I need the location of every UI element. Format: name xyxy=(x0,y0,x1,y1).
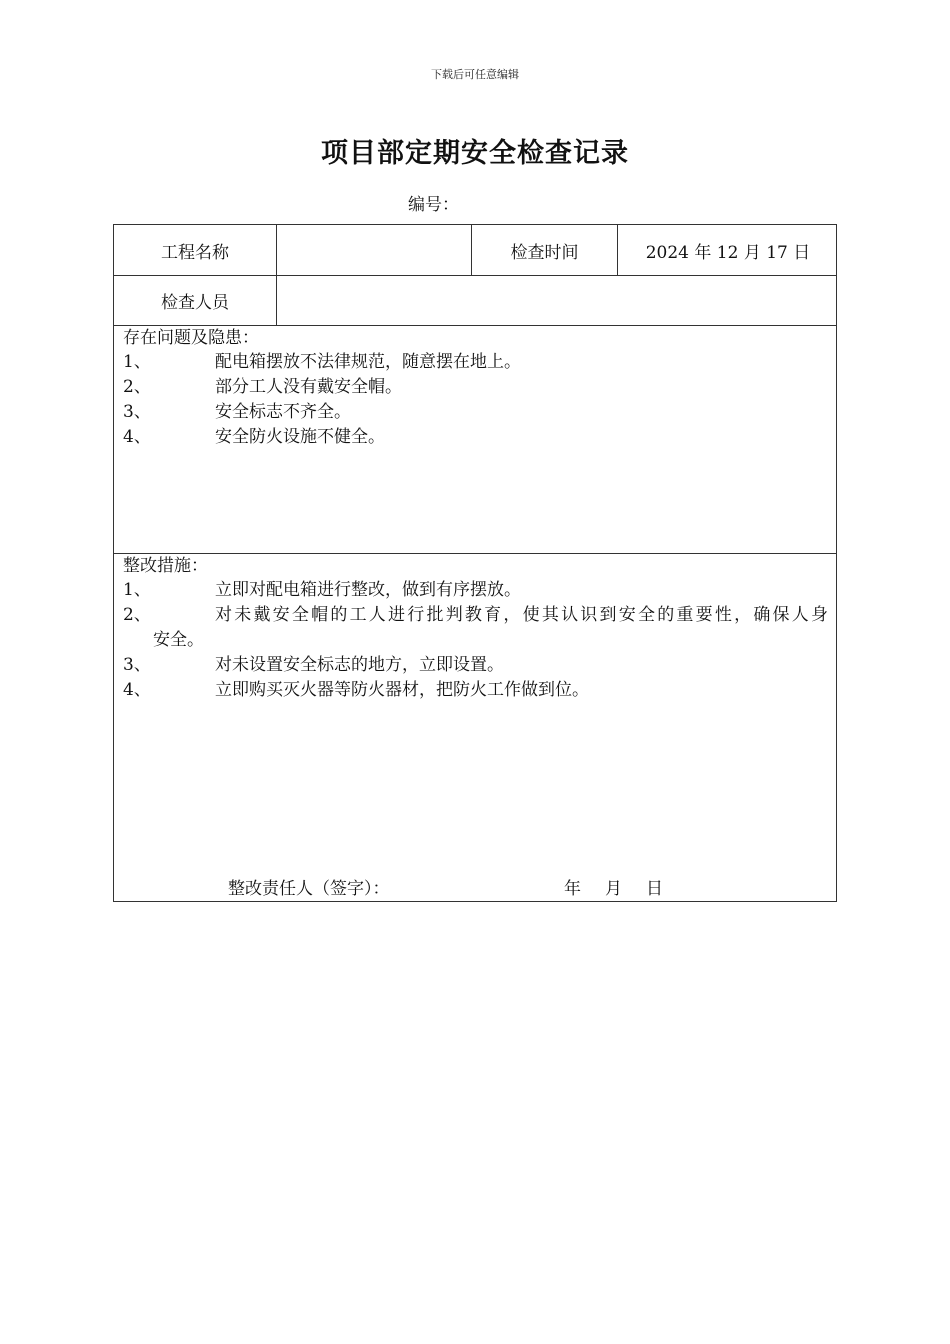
inspector-label: 检查人员 xyxy=(161,293,229,313)
date-year-label: 年 xyxy=(564,879,581,899)
item-text: 立即购买灭火器等防火器材，把防火工作做到位。 xyxy=(215,680,589,700)
list-item xyxy=(123,425,828,450)
item-text: 安全标志不齐全。 xyxy=(215,402,351,422)
problems-heading: 存在问题及隐患： xyxy=(123,328,259,348)
serial-number-label: 编号： xyxy=(408,195,459,215)
list-item xyxy=(123,400,828,425)
list-item xyxy=(123,578,828,603)
item-number: 2、 xyxy=(123,605,151,625)
measures-section xyxy=(123,554,828,703)
list-item xyxy=(123,375,828,400)
list-item xyxy=(123,678,828,703)
page-title: 项目部定期安全检查记录 xyxy=(321,138,629,169)
problems-section xyxy=(123,326,828,450)
item-text-continuation: 安全。 xyxy=(153,630,204,650)
item-text: 立即对配电箱进行整改，做到有序摆放。 xyxy=(215,580,521,600)
item-number: 2、 xyxy=(123,377,151,397)
item-number: 4、 xyxy=(123,427,151,447)
item-text: 对未戴安全帽的工人进行批判教育，使其认识到安全的重要性，确保人身 xyxy=(215,605,828,625)
inspection-time-label: 检查时间 xyxy=(510,242,579,263)
item-number: 3、 xyxy=(123,655,151,675)
inspection-time-field[interactable]: 2024 年 12 月 17 日 xyxy=(645,242,811,263)
signature-date xyxy=(564,874,663,899)
project-name-field[interactable] xyxy=(277,225,471,275)
list-item xyxy=(123,350,828,375)
item-text: 部分工人没有戴安全帽。 xyxy=(215,377,402,397)
item-text: 对未设置安全标志的地方，立即设置。 xyxy=(215,655,504,675)
date-month-label: 月 xyxy=(605,879,622,899)
inspector-field[interactable] xyxy=(277,276,837,325)
header-note: 下载后可任意编辑 xyxy=(431,68,519,81)
project-name-label: 工程名称 xyxy=(161,242,229,263)
item-text: 配电箱摆放不法律规范，随意摆在地上。 xyxy=(215,352,521,372)
signature-label: 整改责任人（签字）： xyxy=(228,879,390,899)
item-number: 1、 xyxy=(123,352,151,372)
list-item xyxy=(123,653,828,678)
measures-heading: 整改措施： xyxy=(123,556,208,576)
item-text: 安全防火设施不健全。 xyxy=(215,427,385,447)
list-item xyxy=(123,603,828,628)
inspection-form xyxy=(113,224,837,902)
item-number: 1、 xyxy=(123,580,151,600)
item-number: 4、 xyxy=(123,680,151,700)
date-day-label: 日 xyxy=(646,879,663,899)
item-number: 3、 xyxy=(123,402,151,422)
